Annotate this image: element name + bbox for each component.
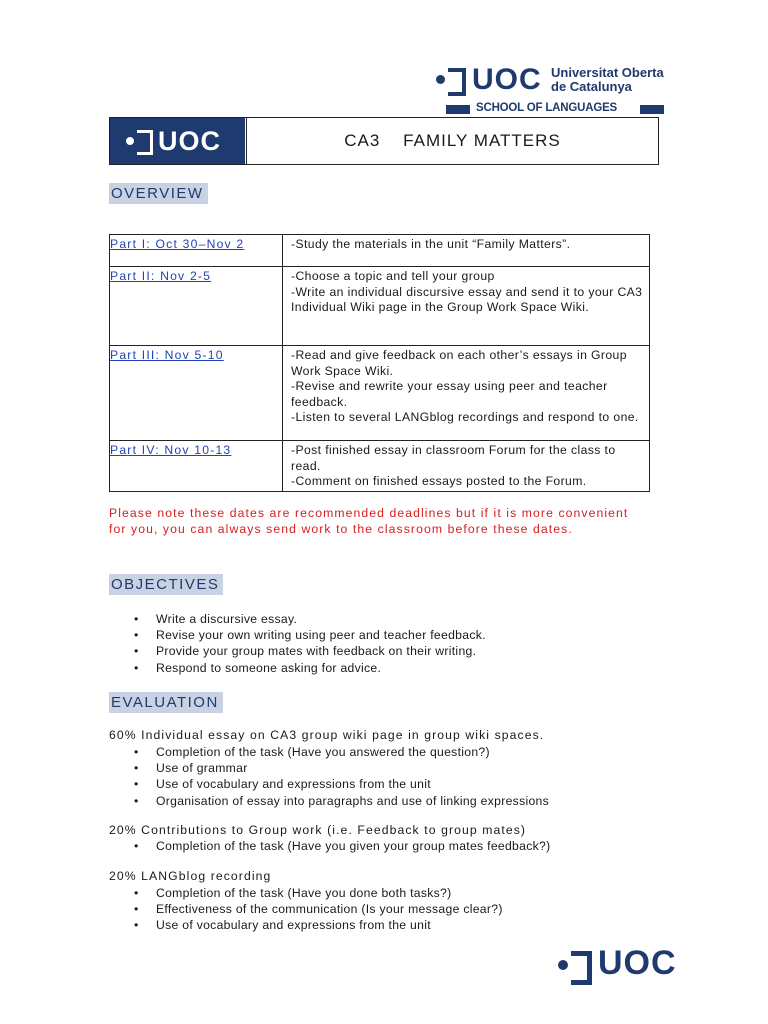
eval-criteria-list <box>134 838 550 854</box>
objectives-heading: OBJECTIVES <box>109 574 223 595</box>
eval-group-title: 60% Individual essay on CA3 group wiki page in group wiki spaces. <box>109 728 545 742</box>
part-link[interactable]: Part I: Oct 30–Nov 2 <box>110 237 245 251</box>
university-line2: de Catalunya <box>551 79 632 94</box>
list-item: • Use of vocabulary and expressions from the unit <box>134 776 549 792</box>
document-title: CA3 FAMILY MATTERS <box>246 118 658 164</box>
eval-criteria-list <box>134 885 503 934</box>
overview-heading: OVERVIEW <box>109 183 208 204</box>
task-line: -Read and give feedback on each other’s essays in Group Work Space Wiki. <box>291 348 627 378</box>
university-line1: Universitat Oberta <box>551 65 664 80</box>
list-item: • Completion of the task (Have you given your group mates feedback?) <box>134 838 550 854</box>
school-banner <box>446 102 664 116</box>
table-row <box>110 441 650 492</box>
list-item: • Completion of the task (Have you answered the question?) <box>134 744 549 760</box>
task-line: -Choose a topic and tell your group <box>291 269 495 283</box>
uoc-logo-icon <box>558 949 594 979</box>
schedule-table <box>109 234 650 492</box>
task-line: -Comment on finished essays posted to the Forum. <box>291 474 587 489</box>
school-name: SCHOOL OF LANGUAGES <box>476 102 618 114</box>
task-line: -Study the materials in the unit “Family Matters”. <box>291 237 571 251</box>
list-item: • Completion of the task (Have you done both tasks?) <box>134 885 503 901</box>
header-logo <box>436 62 666 114</box>
list-item: • Effectiveness of the communication (Is your message clear?) <box>134 901 503 917</box>
title-logo <box>110 118 245 164</box>
part-cell <box>110 267 283 346</box>
eval-group-title: 20% LANGblog recording <box>109 869 272 883</box>
task-line: -Write an individual discursive essay and send it to your CA3 Individual Wiki page in the Group Work Space Wiki. <box>291 284 643 315</box>
list-item: • Write a discursive essay. <box>134 611 486 627</box>
title-box <box>109 117 659 165</box>
task-line: -Listen to several LANGblog recordings and respond to one. <box>291 410 639 425</box>
part-link[interactable]: Part IV: Nov 10-13 <box>110 443 232 457</box>
table-row <box>110 235 650 267</box>
list-item: • Use of vocabulary and expressions from the unit <box>134 917 503 933</box>
eval-criteria-list <box>134 744 549 809</box>
banner-left-bar <box>446 105 470 114</box>
uoc-logo-icon <box>436 66 470 92</box>
part-cell <box>110 441 283 492</box>
eval-group-title: 20% Contributions to Group work (i.e. Feedback to group mates) <box>109 823 527 837</box>
table-row <box>110 346 650 441</box>
header-brand: UOC <box>472 63 542 96</box>
task-cell <box>283 441 650 492</box>
university-name <box>551 66 664 94</box>
evaluation-heading: EVALUATION <box>109 692 223 713</box>
task-line: -Post finished essay in classroom Forum for the class to read. <box>291 443 616 473</box>
part-link[interactable]: Part II: Nov 2-5 <box>110 269 212 283</box>
table-row <box>110 267 650 346</box>
list-item: • Revise your own writing using peer and teacher feedback. <box>134 627 486 643</box>
footer-brand: UOC <box>598 944 677 982</box>
task-cell <box>283 235 650 267</box>
objectives-list <box>134 611 486 676</box>
task-cell <box>283 267 650 346</box>
uoc-logo-icon <box>126 128 156 154</box>
list-item: • Use of grammar <box>134 760 549 776</box>
list-item: • Organisation of essay into paragraphs and use of linking expressions <box>134 793 549 809</box>
deadline-note: Please note these dates are recommended deadlines but if it is more convenient for you, you can always send work to the classroom before these dates. <box>109 506 629 536</box>
list-item: • Respond to someone asking for advice. <box>134 660 486 676</box>
task-cell <box>283 346 650 441</box>
footer-logo <box>558 944 677 984</box>
part-cell <box>110 235 283 267</box>
title-logo-brand: UOC <box>158 126 221 156</box>
banner-right-bar <box>640 105 664 114</box>
part-link[interactable]: Part III: Nov 5-10 <box>110 348 224 362</box>
list-item: • Provide your group mates with feedback on their writing. <box>134 643 486 659</box>
part-cell <box>110 346 283 441</box>
task-line: -Revise and rewrite your essay using peer and teacher feedback. <box>291 379 608 409</box>
